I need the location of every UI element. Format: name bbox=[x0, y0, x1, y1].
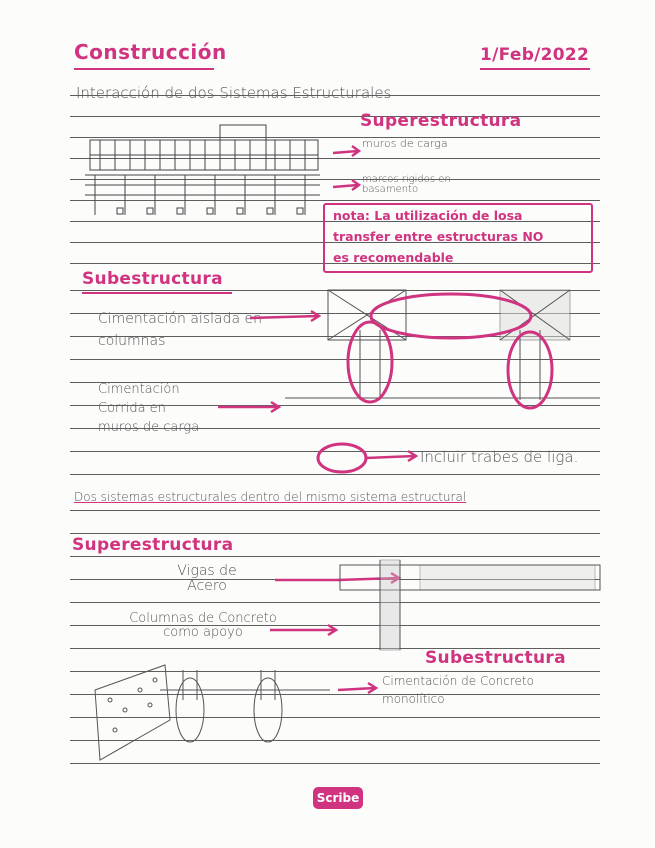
page-date: 1/Feb/2022 bbox=[480, 45, 590, 65]
label-vigas-acero: Vigas de Acero bbox=[177, 563, 237, 594]
monolithic-foundation-sketch bbox=[95, 665, 330, 760]
label-muros-carga: muros de carga bbox=[362, 137, 448, 150]
note-line-3: es recomendable bbox=[333, 250, 454, 265]
note-line-1: nota: La utilización de losa bbox=[333, 208, 523, 223]
steel-beam-sketch bbox=[340, 560, 600, 650]
isolated-footing-sketch bbox=[285, 290, 600, 400]
section2-heading: Dos sistemas estructurales dentro del mismo sistema estructural bbox=[74, 490, 467, 504]
note-line-2: transfer entre estructuras NO bbox=[333, 229, 544, 244]
label-cimentacion-monolitica: Cimentación de Concreto monolítico bbox=[382, 674, 534, 706]
label-cimentacion-aislada: Cimentación aislada en columnas bbox=[98, 311, 262, 349]
subestructura-label-2: Subestructura bbox=[425, 648, 566, 668]
section1-heading: Interacción de dos Sistemas Estructurales bbox=[76, 84, 392, 102]
label-incluir-trabes: Incluir trabes de liga. bbox=[420, 448, 579, 466]
page-title: Construcción bbox=[74, 40, 227, 64]
superestructura-label-2: Superestructura bbox=[72, 535, 234, 555]
label-marcos-rigidos: marcos rigidos en basamento bbox=[362, 174, 451, 195]
superestructura-label-1: Superestructura bbox=[360, 111, 522, 131]
subestructura-label-1: Subestructura bbox=[82, 269, 223, 289]
label-columnas-concreto: Columnas de Concreto como apoyo bbox=[129, 611, 277, 640]
label-cimentacion-corrida: Cimentación Corrida en muros de carga bbox=[98, 382, 200, 435]
scribe-badge: Scribe bbox=[313, 787, 363, 809]
building-elevation-sketch bbox=[85, 125, 320, 215]
